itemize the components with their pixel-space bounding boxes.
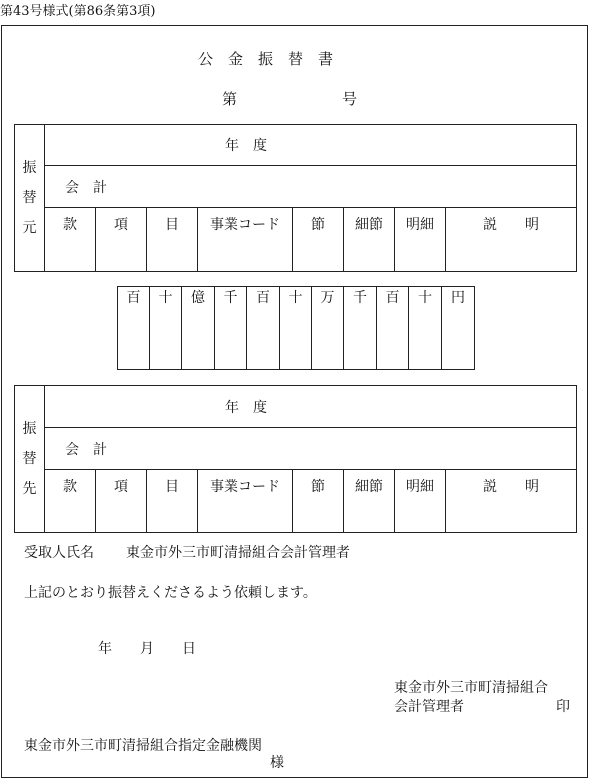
dest-col-business-code: 事業コード — [198, 470, 293, 533]
amount-table — [117, 286, 475, 370]
amount-unit[interactable]: 十 — [150, 287, 182, 370]
source-col-kan: 款 — [45, 208, 96, 272]
seal-mark: 印 — [556, 699, 570, 715]
payee-name: 東金市外三市町清掃組合会計管理者 — [126, 545, 350, 561]
destination-account-table — [14, 385, 577, 533]
source-side-label: 振 替 元 — [15, 125, 45, 272]
source-col-saisetsu: 細節 — [344, 208, 395, 272]
source-col-setsu: 節 — [293, 208, 344, 272]
source-col-description: 説 明 — [446, 208, 577, 272]
amount-unit[interactable]: 百 — [118, 287, 150, 370]
request-text: 上記のとおり振替えくださるよう依頼します。 — [24, 585, 317, 601]
amount-unit[interactable]: 億 — [182, 287, 215, 370]
form-number-label: 第43号様式(第86条第3項) — [0, 4, 156, 19]
date-line: 年 月 日 — [98, 641, 196, 657]
source-col-moku: 目 — [147, 208, 198, 272]
sender-organization: 東金市外三市町清掃組合 — [394, 680, 548, 696]
document-number: 第 号 — [222, 90, 358, 108]
recipient-bank: 東金市外三市町清掃組合指定金融機関 — [24, 738, 262, 754]
payee-label: 受取人氏名 — [24, 545, 94, 561]
form-title: 公 金 振 替 書 — [198, 50, 334, 68]
dest-col-kan: 款 — [45, 470, 96, 533]
source-col-meisai: 明細 — [395, 208, 446, 272]
destination-account: 会 計 — [65, 441, 107, 458]
amount-unit[interactable]: 十 — [409, 287, 442, 370]
amount-unit[interactable]: 百 — [247, 287, 280, 370]
amount-unit[interactable]: 十 — [280, 287, 312, 370]
amount-unit[interactable]: 円 — [442, 287, 475, 370]
destination-fiscal-year: 年 度 — [225, 399, 267, 416]
source-account-table — [14, 124, 577, 272]
dest-col-meisai: 明細 — [395, 470, 446, 533]
amount-unit[interactable]: 万 — [312, 287, 344, 370]
source-col-business-code: 事業コード — [198, 208, 293, 272]
dest-col-setsu: 節 — [293, 470, 344, 533]
honorific: 様 — [270, 755, 284, 771]
dest-col-moku: 目 — [147, 470, 198, 533]
destination-side-label: 振 替 先 — [15, 386, 45, 533]
amount-unit[interactable]: 千 — [215, 287, 247, 370]
sender-title: 会計管理者 — [394, 699, 464, 715]
dest-col-saisetsu: 細節 — [344, 470, 395, 533]
dest-col-description: 説 明 — [446, 470, 577, 533]
amount-unit[interactable]: 百 — [377, 287, 409, 370]
amount-unit[interactable]: 千 — [344, 287, 377, 370]
source-col-kou: 項 — [96, 208, 147, 272]
source-account: 会 計 — [65, 179, 107, 196]
dest-col-kou: 項 — [96, 470, 147, 533]
source-fiscal-year: 年 度 — [225, 138, 267, 154]
